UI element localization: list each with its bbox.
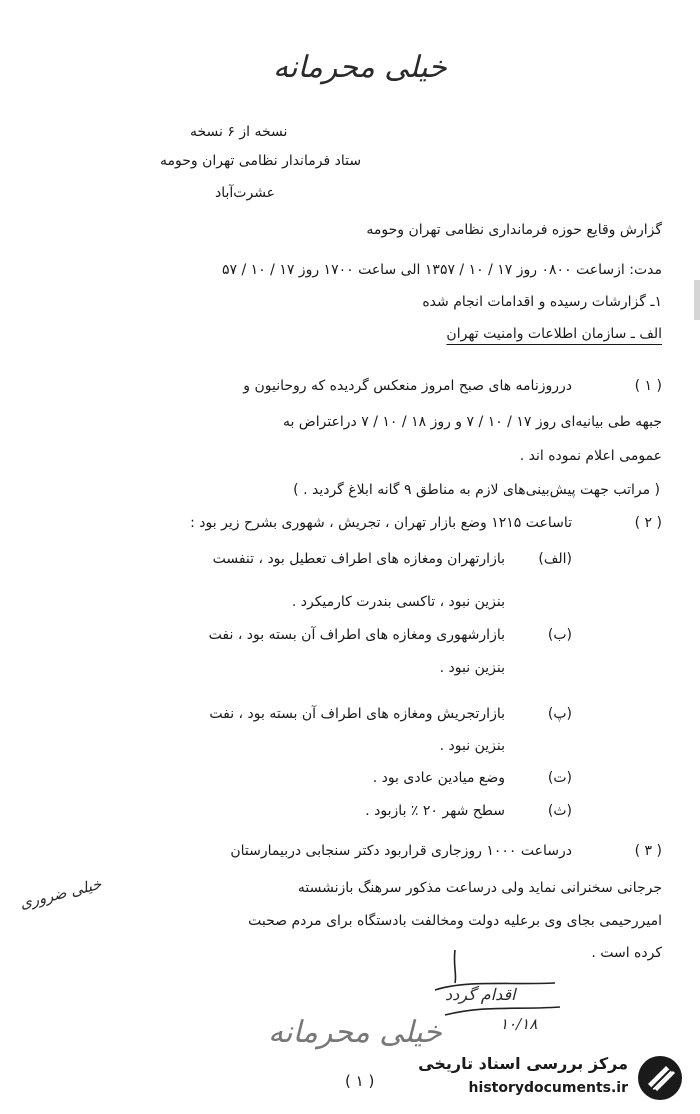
item-2-sub-th-line-1: سطح شهر ۲۰ ٪ بازبود . [365,803,505,819]
item-2-sub-b-line-2: بنزین نبود . [439,660,505,676]
item-2-sub-a-line-2: بنزین نبود ، تاکسی بندرت کارمیکرد . [291,594,505,610]
issuing-organization: ستاد فرماندار نظامی تهران وحومه [160,153,362,169]
scan-edge-mark [694,280,700,320]
section-1-heading: ۱ـ گزارشات رسیده و اقدامات انجام شده [422,294,662,310]
report-subject: گزارش وقایع حوزه فرمانداری نظامی تهران وحومه [366,222,662,238]
item-1-line-3: عمومی اعلام نموده اند . [519,448,662,464]
item-2-sub-a-line-1: بازارتهران ومغازه های اطراف تعطیل بود ، تنفست [212,551,505,567]
item-2-sub-t-label: (ت) [547,770,572,786]
item-2-sub-th-label: (ث) [547,803,572,819]
watermark-name: مرکز بررسی اسناد تاریخی [418,1054,628,1073]
item-1-line-4: ( مراتب جهت پیش‌بینی‌های لازم به مناطق ۹ گانه ابلاغ گردید . ) [293,482,660,498]
item-2-sub-b-label: (ب) [547,627,572,643]
item-2-intro: تاساعت ۱۲۱۵ وضع بازار تهران ، تجریش ، شهوری بشرح زیر بود : [190,515,572,531]
item-3-line-3: امیررحیمی بجای وی برعلیه دولت ومخالفت بادستگاه برای مردم صحبت [248,913,662,929]
book-stack-icon [636,1054,684,1102]
handwritten-date: ۱۰/۱۸ [500,1015,538,1033]
item-2-sub-p-label: (پ) [547,706,572,722]
item-2-sub-p-line-2: بنزین نبود . [439,738,505,754]
classification-footer: خیلی محرمانه [268,1015,442,1050]
item-3-number: ( ۳ ) [634,843,662,859]
item-2-sub-b-line-1: بازارشهوری ومغازه های اطراف آن بسته بود ، نفت [208,627,505,643]
item-3-line-2: جرجانی سخنرانی نماید ولی درساعت مذکور سرهنگ بازنشسته [297,880,662,896]
watermark [414,1050,684,1106]
item-2-sub-a-label: (الف) [538,551,572,567]
classification-header: خیلی محرمانه [273,50,447,85]
item-2-number: ( ۲ ) [634,515,662,531]
report-period: مدت: ازساعت ۰۸۰۰ روز ۱۷ / ۱۰ / ۱۳۵۷ الی ساعت ۱۷۰۰ روز ۱۷ / ۱۰ / ۵۷ [221,262,662,278]
item-2-sub-t-line-1: وضع میادین عادی بود . [372,770,505,786]
item-2-sub-p-line-1: بازارتجریش ومغازه های اطراف آن بسته بود ، نفت [209,706,505,722]
section-1-sub-a: الف ـ سازمان اطلاعات وامنیت تهران [446,326,662,342]
item-1-line-2: جبهه طی بیانیه‌ای روز ۱۷ / ۱۰ / ۷ و روز ۱۸ / ۱۰ / ۷ دراعتراض به [282,414,662,430]
issuing-place: عشرت‌آباد [215,185,276,201]
item-3-line-4: کرده است . [591,945,662,961]
handwritten-margin-note: خیلی ضروری [18,874,104,913]
item-3-line-1: درساعت ۱۰۰۰ روزجاری قراربود دکتر سنجابی دربیمارستان [230,843,572,859]
copy-number-line: نسخه از ۶ نسخه [190,124,288,140]
handwritten-action-note: اقدام گردد [445,985,516,1004]
watermark-url: historydocuments.ir [468,1080,628,1096]
item-1-number: ( ۱ ) [634,378,662,394]
item-1-line-1: درروزنامه های صبح امروز منعکس گردیده که روحانیون و [243,378,572,394]
page-number: ( ۱ ) [345,1072,375,1090]
